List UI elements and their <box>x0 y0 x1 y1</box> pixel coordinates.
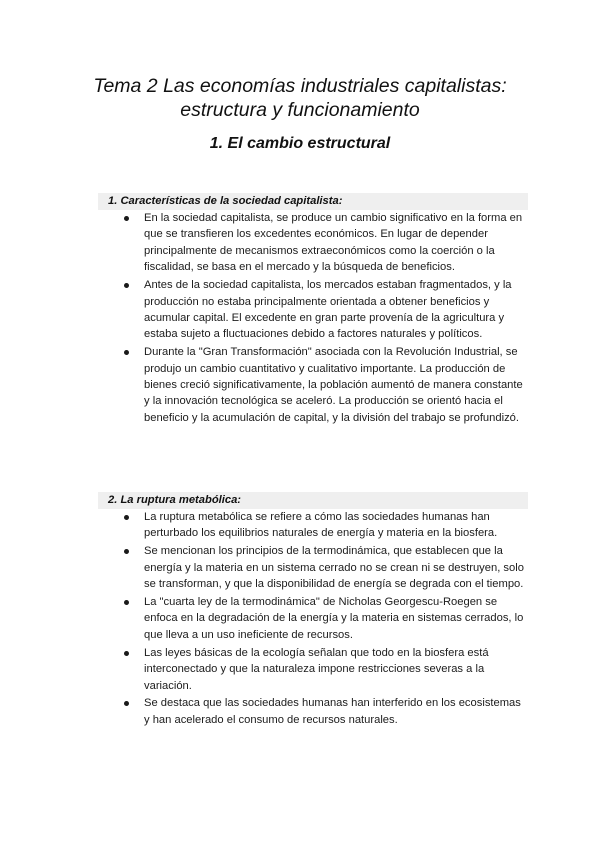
document-subtitle: 1. El cambio estructural <box>209 135 391 152</box>
section-heading: 2. La ruptura metabólica: <box>98 492 528 509</box>
list-item-text: Se destaca que las sociedades humanas han interferido en los ecosistemas y han acelerado el consumo de recursos naturales. <box>144 697 521 726</box>
list-item <box>144 277 528 343</box>
title-line-2: estructura y funcionamiento <box>180 99 420 121</box>
list-item-text: Se mencionan los principios de la termodinámica, que establecen que la energía y la materia en un sistema cerrado no se crean ni se destruyen, solo se transforman, y que la disponibilidad de energía se degrada con el tiempo. <box>144 545 524 591</box>
bullet-list <box>98 210 528 426</box>
list-item <box>144 210 528 276</box>
bullet-icon <box>124 515 129 520</box>
list-item <box>144 543 528 592</box>
bullet-icon <box>124 600 129 605</box>
list-item <box>144 645 528 694</box>
bullet-icon <box>124 701 129 706</box>
title-line-1: Tema 2 Las economías industriales capitalistas: <box>93 75 507 97</box>
list-item-text: En la sociedad capitalista, se produce un cambio significativo en la forma en que se transfieren los excedentes económicos. En lugar de depender principalmente de mecanismos extraeconómicos como la coerción o la fiscalidad, se basa en el mercado y la búsqueda de beneficios. <box>144 212 523 274</box>
bullet-icon <box>124 549 129 554</box>
bullet-icon <box>124 350 129 355</box>
bullet-icon <box>124 283 129 288</box>
section-heading: 1. Características de la sociedad capitalista: <box>98 193 528 210</box>
bullet-list <box>98 509 528 728</box>
section-capitalist-society <box>98 193 528 428</box>
list-item <box>144 344 528 426</box>
list-item-text: Durante la "Gran Transformación" asociada con la Revolución Industrial, se produjo un cambio cuantitativo y cualitativo importante. La producción de bienes creció significativamente, la población aumentó de manera constante y la innovación tecnológica se aceleró. La producción se orientó hacia el beneficio y la acumulación de capital, y la división del trabajo se profundizó. <box>144 346 523 424</box>
document-title <box>60 74 540 122</box>
list-item-text: La ruptura metabólica se refiere a cómo las sociedades humanas han perturbado los equilibrios naturales de energía y materia en la biosfera. <box>144 511 498 540</box>
list-item-text: Antes de la sociedad capitalista, los mercados estaban fragmentados, y la producción no estaba principalmente orientada a obtener beneficios y acumular capital. El excedente en gran parte provenía de la agricultura y estaba sujeto a fluctuaciones debido a factores naturales y políticos. <box>144 279 512 341</box>
list-item-text: Las leyes básicas de la ecología señalan que todo en la biosfera está interconectado y que la naturaleza impone restricciones severas a la variación. <box>144 646 489 692</box>
list-item-text: La "cuarta ley de la termodinámica" de Nicholas Georgescu-Roegen se enfoca en la degradación de la energía y la materia en sistemas cerrados, lo que lleva a un uso ineficiente de recursos. <box>144 596 524 641</box>
bullet-icon <box>124 216 129 221</box>
list-item <box>144 594 528 643</box>
section-metabolic-rupture <box>98 492 528 730</box>
bullet-icon <box>124 651 129 656</box>
list-item <box>144 509 528 542</box>
list-item <box>144 695 528 728</box>
